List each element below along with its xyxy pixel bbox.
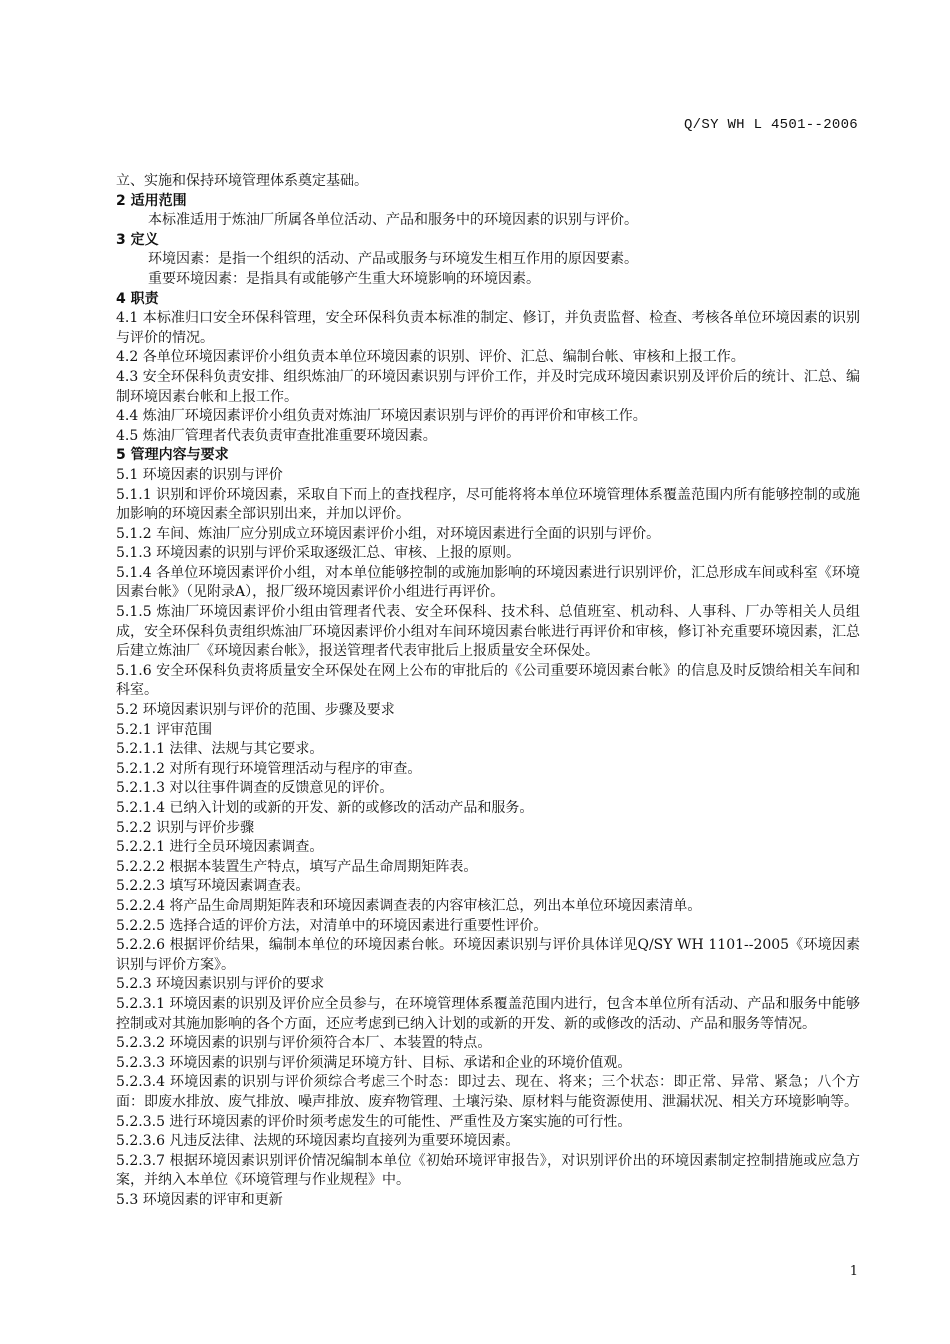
paragraph-line: 5.1.1 识别和评价环境因素，采取自下而上的查找程序，尽可能将将本单位环境管理体系覆盖范围内所有能够控制的或施加影响的环境因素全部识别出来，并加以评价。 [116, 486, 860, 523]
section-heading: 5 管理内容与要求 [116, 447, 229, 464]
paragraph-line: 5.1.4 各单位环境因素评价小组，对本单位能够控制的或施加影响的环境因素进行识别评价，汇总形成车间或科室《环境因素台帐》（见附录A），报厂级环境因素评价小组进行再评价。 [116, 564, 860, 601]
paragraph-line: 5.2.3.1 环境因素的识别及评价应全员参与，在环境管理体系覆盖范围内进行，包含本单位所有活动、产品和服务中能够控制或对其施加影响的各个方面，还应考虑到已纳入计划的或新的开发、新的或修改的活动、产品和服务等情况。 [116, 995, 860, 1032]
paragraph-line: 4.2 各单位环境因素评价小组负责本单位环境因素的识别、评价、汇总、编制台帐、审核和上报工作。 [116, 349, 745, 366]
paragraph-line: 5.2.2.3 填写环境因素调查表。 [116, 878, 310, 895]
paragraph-line: 5.2.3.3 环境因素的识别与评价须满足环境方针、目标、承诺和企业的环境价值观。 [116, 1054, 632, 1071]
paragraph-line: 5.1 环境因素的识别与评价 [116, 466, 283, 483]
paragraph-line: 5.1.6 安全环保科负责将质量安全环保处在网上公布的审批后的《公司重要环境因素台帐》的信息及时反馈给相关车间和科室。 [116, 662, 860, 699]
paragraph-line: 5.1.3 环境因素的识别与评价采取逐级汇总、审核、上报的原则。 [116, 545, 521, 562]
paragraph-line: 5.2.2.6 根据评价结果，编制本单位的环境因素台帐。环境因素识别与评价具体详见Q/SY WH 1101--2005《环境因素识别与评价方案》。 [116, 937, 860, 973]
paragraph-line: 5.2.1.4 已纳入计划的或新的开发、新的或修改的活动产品和服务。 [116, 800, 534, 816]
paragraph-line: 5.2 环境因素识别与评价的范围、步骤及要求 [116, 702, 395, 719]
paragraph-line: 5.1.2 车间、炼油厂应分别成立环境因素评价小组，对环境因素进行全面的识别与评价。 [116, 525, 661, 542]
paragraph-line: 5.2.1 评审范围 [116, 721, 213, 738]
paragraph-line: 5.2.3.4 环境因素的识别与评价须综合考虑三个时态：即过去、现在、将来；三个状态：即正常、异常、紧急；八个方面：即废水排放、废气排放、噪声排放、废弃物管理、土壤污染、原材料与能资源使用、泄漏状况、相关方环境影响等。 [116, 1074, 860, 1110]
paragraph-line: 5.1.5 炼油厂环境因素评价小组由管理者代表、安全环保科、技术科、总值班室、机动科、人事科、厂办等相关人员组成，安全环保科负责组织炼油厂环境因素评价小组对车间环境因素台帐进行再评价和审核，修订补充重要环境因素，汇总后建立炼油厂《环境因素台帐》，报送管理者代表审批后上报质量安全环保处。 [116, 604, 860, 660]
paragraph-line: 5.2.2.5 选择合适的评价方法，对清单中的环境因素进行重要性评价。 [116, 917, 548, 934]
document-body [116, 172, 860, 1210]
document-code-header: Q/SY WH L 4501--2006 [683, 117, 858, 133]
paragraph-line: 4.3 安全环保科负责安排、组织炼油厂的环境因素识别与评价工作，并及时完成环境因素识别及评价后的统计、汇总、编制环境因素台帐和上报工作。 [116, 368, 860, 405]
section-heading: 2 适用范围 [116, 192, 187, 209]
paragraph-line: 5.2.1.2 对所有现行环境管理活动与程序的审查。 [116, 760, 422, 777]
paragraph-line: 5.2.2 识别与评价步骤 [116, 819, 255, 836]
paragraph-line: 本标准适用于炼油厂所属各单位活动、产品和服务中的环境因素的识别与评价。 [148, 212, 638, 229]
paragraph-line: 5.2.3.6 凡违反法律、法规的环境因素均直接列为重要环境因素。 [116, 1133, 520, 1150]
page-number: 1 [849, 1264, 858, 1279]
paragraph-line: 5.2.3 环境因素识别与评价的要求 [116, 976, 325, 993]
paragraph-line: 5.2.1.3 对以往事件调查的反馈意见的评价。 [116, 780, 394, 797]
section-heading: 3 定义 [116, 231, 159, 248]
paragraph-line: 5.2.2.1 进行全员环境因素调查。 [116, 839, 324, 856]
paragraph-line: 立、实施和保持环境管理体系奠定基础。 [116, 173, 368, 189]
paragraph-line: 5.2.3.5 进行环境因素的评价时须考虑发生的可能性、严重性及方案实施的可行性。 [116, 1113, 632, 1130]
paragraph-line: 5.2.3.2 环境因素的识别与评价须符合本厂、本装置的特点。 [116, 1035, 492, 1052]
paragraph-line: 5.2.2.2 根据本装置生产特点，填写产品生命周期矩阵表。 [116, 858, 478, 875]
paragraph-line: 5.2.3.7 根据环境因素识别评价情况编制本单位《初始环境评审报告》，对识别评价出的环境因素制定控制措施或应急方案，并纳入本单位《环境管理与作业规程》中。 [116, 1152, 860, 1189]
paragraph-line: 5.2.2.4 将产品生命周期矩阵表和环境因素调查表的内容审核汇总，列出本单位环境因素清单。 [116, 897, 702, 914]
paragraph-line: 4.5 炼油厂管理者代表负责审查批准重要环境因素。 [116, 427, 437, 444]
paragraph-line: 5.3 环境因素的评审和更新 [116, 1191, 283, 1208]
paragraph-line: 重要环境因素：是指具有或能够产生重大环境影响的环境因素。 [148, 270, 540, 287]
paragraph-line: 5.2.1.1 法律、法规与其它要求。 [116, 741, 324, 758]
paragraph-line: 4.1 本标准归口安全环保科管理，安全环保科负责本标准的制定、修订，并负责监督、检查、考核各单位环境因素的识别与评价的情况。 [116, 310, 860, 346]
section-heading: 4 职责 [116, 290, 159, 307]
paragraph-line: 环境因素：是指一个组织的活动、产品或服务与环境发生相互作用的原因要素。 [148, 251, 638, 268]
paragraph-line: 4.4 炼油厂环境因素评价小组负责对炼油厂环境因素识别与评价的再评价和审核工作。 [116, 408, 647, 425]
